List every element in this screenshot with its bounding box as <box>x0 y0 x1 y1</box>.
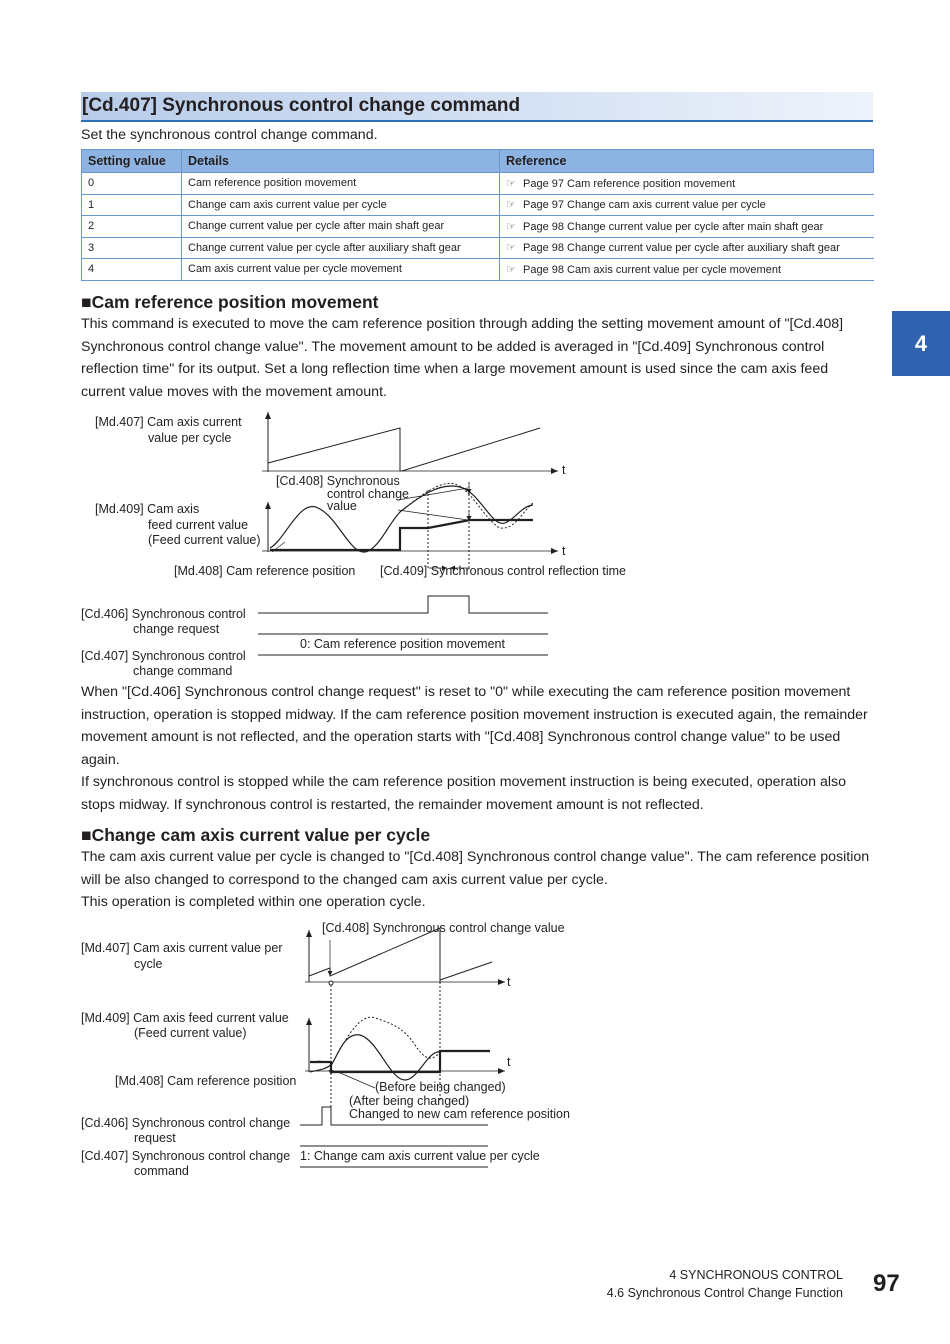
cell-reference[interactable] <box>500 194 874 216</box>
pointing-hand-icon: ☞ <box>506 263 516 276</box>
cell-details: Change cam axis current value per cycle <box>182 194 500 216</box>
d1-t1-label: t <box>562 463 566 477</box>
cell-value: 1 <box>82 194 182 216</box>
d2-after-label: (After being changed) <box>349 1094 470 1108</box>
d2-cd406-label-2: request <box>134 1131 176 1145</box>
cell-value: 0 <box>82 173 182 195</box>
pointing-hand-icon: ☞ <box>506 177 516 190</box>
table-row <box>82 216 874 238</box>
d1-md409-label-2: feed current value <box>148 518 249 532</box>
reference-link[interactable]: Page 97 Cam reference position movement <box>523 177 736 190</box>
section1-para3: If synchronous control is stopped while the cam reference position movement instruction is being executed, operation also stops midway. If synchronous control is restarted, the remainder movement amount is not reflected. <box>81 774 846 813</box>
section2-heading: ■Change cam axis current value per cycle <box>81 825 431 845</box>
section2-para1: The cam axis current value per cycle is changed to "[Cd.408] Synchronous control change value". The cam reference position will be also changed to correspond to the changed cam axis current value per cycle. <box>81 849 870 888</box>
d1-cd408-label-3: value <box>327 499 357 513</box>
d2-changed-label: Changed to new cam reference position <box>349 1107 570 1121</box>
page-number: 97 <box>873 1270 900 1297</box>
cell-reference[interactable] <box>500 173 874 195</box>
reference-link[interactable]: Page 98 Change current value per cycle after main shaft gear <box>523 220 824 233</box>
cell-details: Change current value per cycle after auxiliary shaft gear <box>182 237 500 259</box>
d1-md407-label-2: value per cycle <box>148 431 232 445</box>
cell-details: Cam reference position movement <box>182 173 500 195</box>
section-title-bar <box>81 92 873 122</box>
table-row <box>82 194 874 216</box>
reference-link[interactable]: Page 98 Cam axis current value per cycle movement <box>523 263 782 276</box>
cell-reference[interactable] <box>500 237 874 259</box>
d1-cd408-label-1: [Cd.408] Synchronous <box>276 474 400 488</box>
d2-t1-label: t <box>507 975 511 989</box>
d1-t2-label: t <box>562 544 566 558</box>
pointing-hand-icon: ☞ <box>506 220 516 233</box>
col-header-reference: Reference <box>500 150 874 173</box>
d1-cd406-label-1: [Cd.406] Synchronous control <box>81 607 246 621</box>
d1-md408-label: [Md.408] Cam reference position <box>174 564 356 578</box>
d2-md408-label: [Md.408] Cam reference position <box>115 1074 297 1088</box>
d1-command-value: 0: Cam reference position movement <box>300 637 505 651</box>
cell-details: Cam axis current value per cycle movement <box>182 259 500 281</box>
table-row <box>82 237 874 259</box>
intro-text: Set the synchronous control change command. <box>81 127 378 143</box>
d1-cd407-label-1: [Cd.407] Synchronous control <box>81 649 246 663</box>
section1-para2: When "[Cd.406] Synchronous control change request" is reset to "0" while executing the cam reference position movement instruction, operation is stopped midway. If the cam reference position movement instruction is executed again, the remainder movement amount is not reflected, and the operation starts with "[Cd.408] Synchronous control change value" to be used again. <box>81 684 868 768</box>
d1-md409-label-1: [Md.409] Cam axis <box>95 502 200 516</box>
cell-value: 2 <box>82 216 182 238</box>
col-header-details: Details <box>182 150 500 173</box>
footer-section: 4.6 Synchronous Control Change Function <box>606 1286 843 1300</box>
cell-details: Change current value per cycle after main shaft gear <box>182 216 500 238</box>
table-row <box>82 259 874 281</box>
footer-chapter: 4 SYNCHRONOUS CONTROL <box>669 1268 843 1282</box>
d1-cd408-label-2: control change <box>327 487 410 501</box>
d1-cd406-label-2: change request <box>133 622 220 636</box>
section1-heading: ■Cam reference position movement <box>81 292 379 312</box>
cell-value: 4 <box>82 259 182 281</box>
d2-before-label: (Before being changed) <box>375 1080 506 1094</box>
d2-t2-label: t <box>507 1055 511 1069</box>
chapter-tab[interactable]: 4 <box>892 311 950 376</box>
d2-cd406-label-1: [Cd.406] Synchronous control change <box>81 1116 291 1130</box>
d2-command-value: 1: Change cam axis current value per cycle <box>300 1149 540 1163</box>
col-header-setting: Setting value <box>82 150 182 173</box>
page-heading: [Cd.407] Synchronous control change command <box>82 95 521 116</box>
table-row <box>82 173 874 195</box>
d2-md407-label-1: [Md.407] Cam axis current value per <box>81 941 283 955</box>
table-header-row <box>82 150 874 173</box>
section1-para1: This command is executed to move the cam reference position through adding the setting movement amount of "[Cd.408] Synchronous control change value". The movement amount to be added is averaged in "[Cd.409] Synchronous control reflection time" for its output. Set a long reflection time when a large movement amount is used since the cam axis feed current value moves with the movement amount. <box>81 316 844 400</box>
d2-md409-label-1: [Md.409] Cam axis feed current value <box>81 1011 289 1025</box>
d2-md409-label-2: (Feed current value) <box>134 1026 247 1040</box>
d1-md407-label-1: [Md.407] Cam axis current <box>95 415 242 429</box>
d1-cd407-label-2: change command <box>133 664 233 678</box>
setting-table <box>81 149 874 281</box>
d2-cd407-label-2: command <box>134 1164 189 1178</box>
pointing-hand-icon: ☞ <box>506 242 516 255</box>
cell-reference[interactable] <box>500 216 874 238</box>
d1-md409-label-3: (Feed current value) <box>148 533 261 547</box>
reference-link[interactable]: Page 98 Change current value per cycle after auxiliary shaft gear <box>523 242 840 255</box>
cell-reference[interactable] <box>500 259 874 281</box>
d2-cd407-label-1: [Cd.407] Synchronous control change <box>81 1149 291 1163</box>
pointing-hand-icon: ☞ <box>506 199 516 212</box>
d2-md407-label-2: cycle <box>134 957 163 971</box>
d1-cd409-label: [Cd.409] Synchronous control reflection time <box>380 564 626 578</box>
section2-para2: This operation is completed within one operation cycle. <box>81 894 426 910</box>
reference-link[interactable]: Page 97 Change cam axis current value per cycle <box>523 199 766 212</box>
d2-cd408-label: [Cd.408] Synchronous control change value <box>322 921 565 935</box>
cell-value: 3 <box>82 237 182 259</box>
